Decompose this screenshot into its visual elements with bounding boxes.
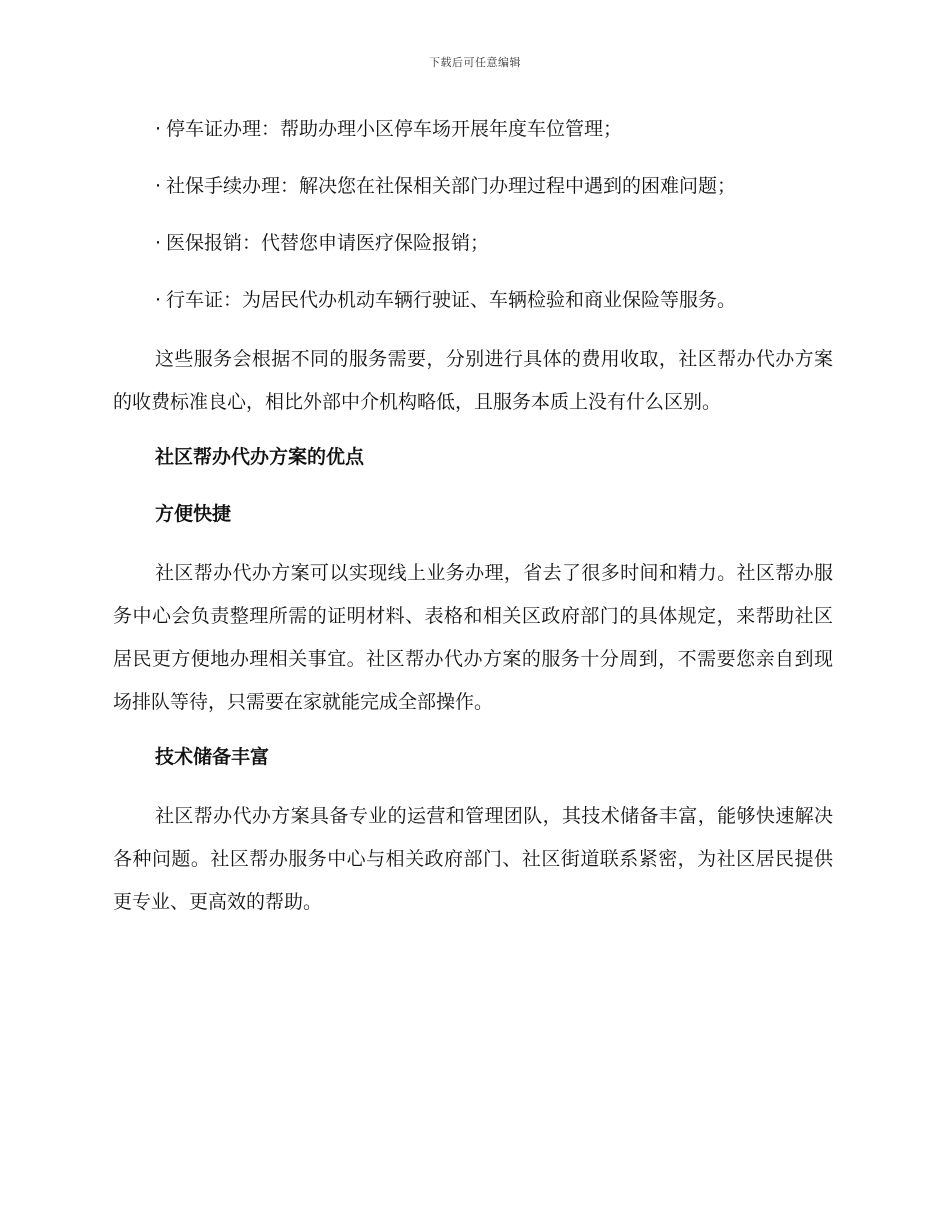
page-header: 下载后可任意编辑 [429,56,521,69]
bullet-item-medical-insurance [113,224,833,262]
bullet-text: 停车证办理：帮助办理小区停车场开展年度车位管理； [166,118,623,140]
subheading-technical-reserve: 技术储备丰富 [155,746,270,768]
paragraph-fees: 这些服务会根据不同的服务需要，分别进行具体的费用收取，社区帮办代办方案的收费标准良心，相比外部中介机构略低，且服务本质上没有什么区别。 [113,348,833,413]
bullet-text: 行车证：为居民代办机动车辆行驶证、车辆检验和商业保险等服务。 [166,289,737,311]
subheading-convenience: 方便快捷 [155,503,232,525]
bullet-dot: · [155,232,162,254]
bullet-text: 医保报销：代替您申请医疗保险报销； [166,232,490,254]
bullet-dot: · [155,289,162,311]
paragraph-convenience: 社区帮办代办方案可以实现线上业务办理，省去了很多时间和精力。社区帮办服务中心会负责整理所需的证明材料、表格和相关区政府部门的具体规定，来帮助社区居民更方便地办理相关事宜。社区帮办代办方案的服务十分周到，不需要您亲自到现场排队等待，只需要在家就能完成全部操作。 [113,562,833,713]
bullet-item-social-security [113,167,833,205]
bullet-item-vehicle-license [113,281,833,319]
bullet-item-parking [113,110,833,148]
bullet-dot: · [155,175,162,197]
section-heading-advantages: 社区帮办代办方案的优点 [155,446,365,468]
paragraph-technical-reserve: 社区帮办代办方案具备专业的运营和管理团队，其技术储备丰富，能够快速解决各种问题。社区帮办服务中心与相关政府部门、社区街道联系紧密，为社区居民提供更专业、更高效的帮助。 [113,805,833,913]
bullet-dot: · [155,118,162,140]
bullet-text: 社保手续办理：解决您在社保相关部门办理过程中遇到的困难问题； [166,175,737,197]
document-body [113,110,833,938]
